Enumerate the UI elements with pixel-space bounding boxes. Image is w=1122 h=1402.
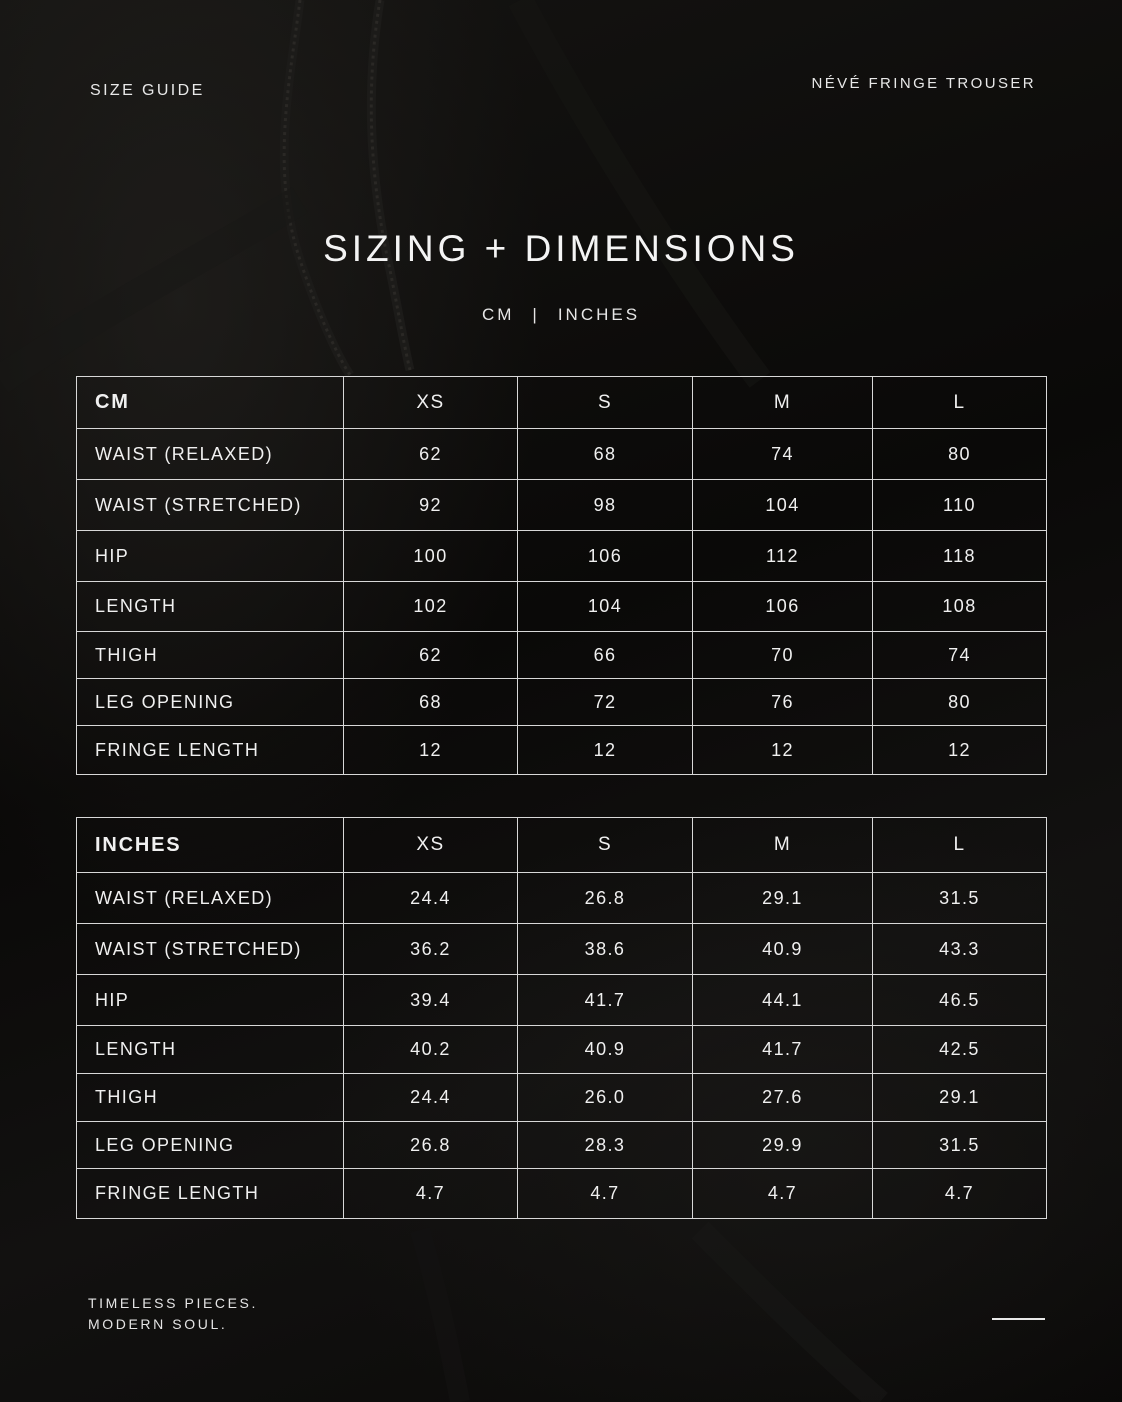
size-heading-m: M: [693, 818, 873, 873]
table-cell: 110: [873, 480, 1047, 531]
table-header-row: [77, 377, 1047, 429]
table-cell: 68: [518, 429, 693, 480]
unit-inches-option[interactable]: INCHES: [557, 305, 641, 324]
table-cell: 46.5: [873, 975, 1047, 1026]
table-cell: 98: [518, 480, 693, 531]
unit-toggle: [0, 305, 1122, 325]
table-unit-heading: INCHES: [77, 818, 344, 873]
unit-cm-option[interactable]: CM: [481, 305, 515, 324]
row-label: WAIST (RELAXED): [77, 429, 344, 480]
table-cell: 24.4: [344, 873, 518, 924]
size-guide-label: SIZE GUIDE: [90, 82, 205, 99]
table-row: [77, 1026, 1047, 1074]
table-cell: 29.1: [693, 873, 873, 924]
row-label: LENGTH: [77, 1026, 344, 1074]
table-row: [77, 480, 1047, 531]
table-row: [77, 726, 1047, 775]
table-cell: 26.0: [518, 1074, 693, 1122]
table-cell: 118: [873, 531, 1047, 582]
size-heading-s: S: [518, 818, 693, 873]
table-header-row: [77, 818, 1047, 873]
row-label: HIP: [77, 531, 344, 582]
table-cell: 12: [344, 726, 518, 775]
size-heading-xs: XS: [344, 818, 518, 873]
table-cell: 26.8: [344, 1122, 518, 1169]
table-cell: 28.3: [518, 1122, 693, 1169]
table-cell: 76: [693, 679, 873, 726]
table-cell: 36.2: [344, 924, 518, 975]
table-cell: 104: [518, 582, 693, 632]
table-cell: 12: [873, 726, 1047, 775]
table-cell: 38.6: [518, 924, 693, 975]
table-cell: 42.5: [873, 1026, 1047, 1074]
product-name: NÉVÉ FRINGE TROUSER: [811, 75, 1036, 92]
table-cell: 4.7: [873, 1169, 1047, 1219]
row-label: WAIST (RELAXED): [77, 873, 344, 924]
table-cell: 66: [518, 632, 693, 679]
table-cell: 4.7: [518, 1169, 693, 1219]
table-row: [77, 1122, 1047, 1169]
table-cell: 62: [344, 632, 518, 679]
row-label: THIGH: [77, 1074, 344, 1122]
table-cell: 40.9: [693, 924, 873, 975]
table-row: [77, 632, 1047, 679]
row-label: LEG OPENING: [77, 679, 344, 726]
table-cell: 40.9: [518, 1026, 693, 1074]
table-cell: 72: [518, 679, 693, 726]
tagline-line-1: TIMELESS PIECES.: [88, 1295, 258, 1311]
table-row: [77, 1169, 1047, 1219]
row-label: WAIST (STRETCHED): [77, 480, 344, 531]
footer-tagline: [88, 1293, 258, 1335]
table-cell: 4.7: [693, 1169, 873, 1219]
table-cell: 31.5: [873, 1122, 1047, 1169]
table-cell: 29.1: [873, 1074, 1047, 1122]
table-cell: 43.3: [873, 924, 1047, 975]
table-cell: 92: [344, 480, 518, 531]
table-cell: 39.4: [344, 975, 518, 1026]
table-cell: 31.5: [873, 873, 1047, 924]
table-unit-heading: CM: [77, 377, 344, 429]
table-cell: 40.2: [344, 1026, 518, 1074]
tagline-line-2: MODERN SOUL.: [88, 1316, 228, 1332]
table-cell: 41.7: [518, 975, 693, 1026]
row-label: HIP: [77, 975, 344, 1026]
table-row: [77, 1074, 1047, 1122]
table-cell: 108: [873, 582, 1047, 632]
row-label: THIGH: [77, 632, 344, 679]
table-row: [77, 429, 1047, 480]
table-cell: 102: [344, 582, 518, 632]
table-cell: 27.6: [693, 1074, 873, 1122]
table-cell: 104: [693, 480, 873, 531]
table-cell: 44.1: [693, 975, 873, 1026]
table-cell: 12: [518, 726, 693, 775]
table-row: [77, 873, 1047, 924]
table-cell: 26.8: [518, 873, 693, 924]
table-cell: 41.7: [693, 1026, 873, 1074]
size-heading-l: L: [873, 818, 1047, 873]
inches-size-table: [76, 817, 1047, 1219]
table-cell: 4.7: [344, 1169, 518, 1219]
size-heading-s: S: [518, 377, 693, 429]
table-row: [77, 531, 1047, 582]
table-cell: 12: [693, 726, 873, 775]
size-heading-xs: XS: [344, 377, 518, 429]
table-cell: 74: [693, 429, 873, 480]
footer-divider: [992, 1318, 1045, 1320]
table-cell: 70: [693, 632, 873, 679]
table-cell: 80: [873, 429, 1047, 480]
table-cell: 106: [518, 531, 693, 582]
size-heading-m: M: [693, 377, 873, 429]
row-label: LEG OPENING: [77, 1122, 344, 1169]
table-cell: 68: [344, 679, 518, 726]
table-cell: 24.4: [344, 1074, 518, 1122]
page-title: SIZING + DIMENSIONS: [323, 228, 799, 269]
cm-size-table: [76, 376, 1047, 775]
size-heading-l: L: [873, 377, 1047, 429]
table-row: [77, 975, 1047, 1026]
table-row: [77, 679, 1047, 726]
table-cell: 80: [873, 679, 1047, 726]
table-cell: 74: [873, 632, 1047, 679]
table-cell: 62: [344, 429, 518, 480]
row-label: FRINGE LENGTH: [77, 726, 344, 775]
table-cell: 106: [693, 582, 873, 632]
row-label: WAIST (STRETCHED): [77, 924, 344, 975]
row-label: LENGTH: [77, 582, 344, 632]
table-row: [77, 582, 1047, 632]
table-cell: 112: [693, 531, 873, 582]
table-cell: 100: [344, 531, 518, 582]
table-cell: 29.9: [693, 1122, 873, 1169]
unit-separator: |: [532, 305, 540, 324]
table-row: [77, 924, 1047, 975]
row-label: FRINGE LENGTH: [77, 1169, 344, 1219]
